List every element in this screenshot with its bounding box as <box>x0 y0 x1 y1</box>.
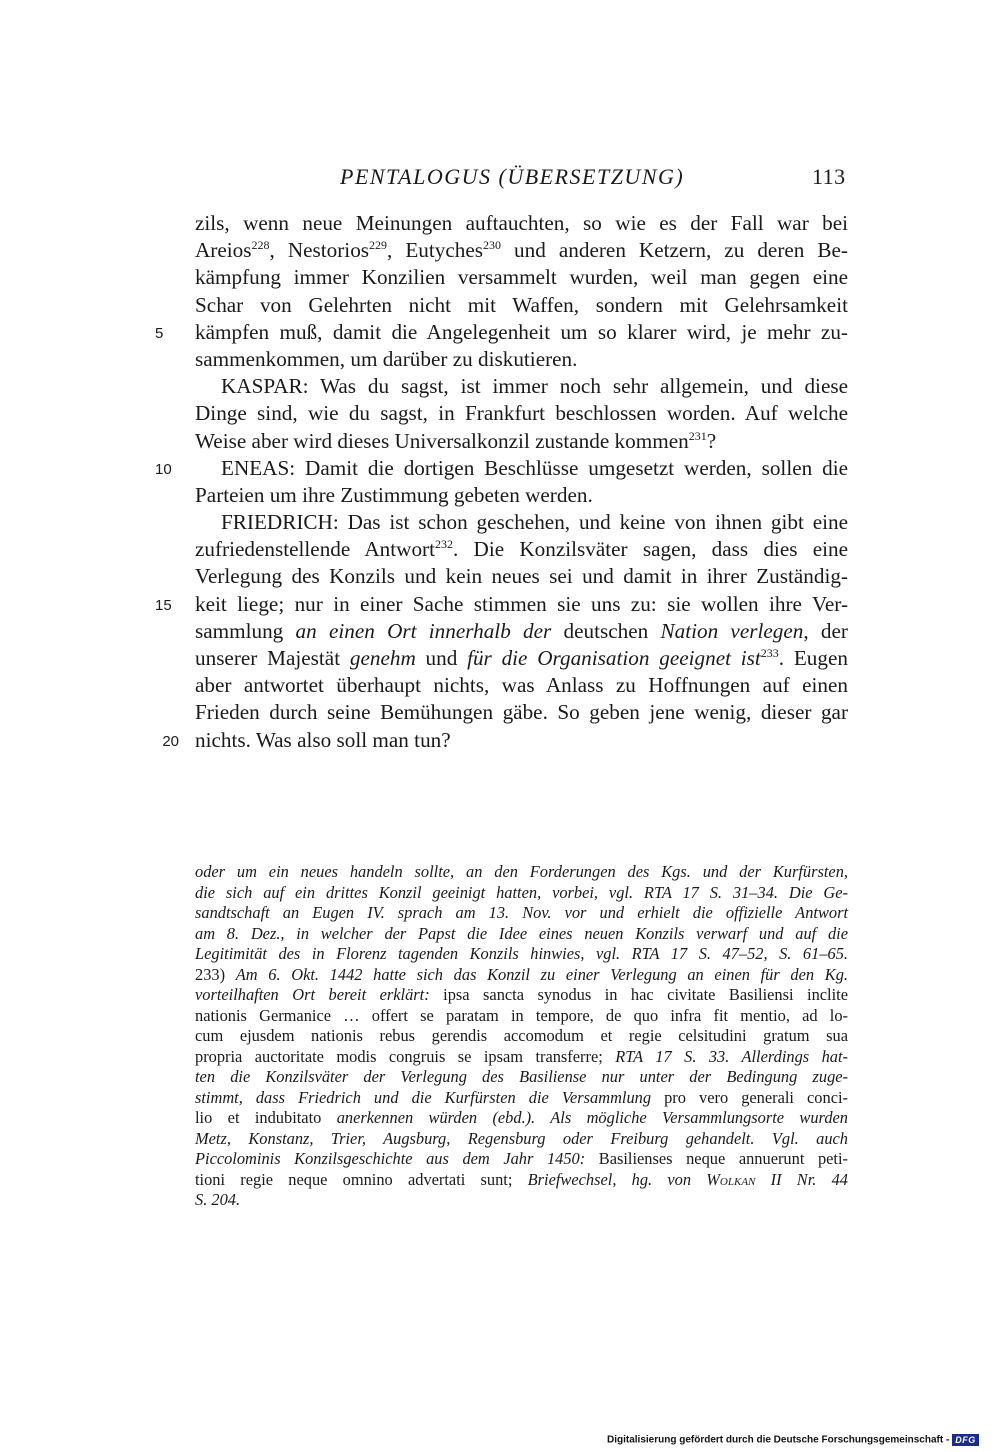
footnote-line: vorteilhaften Ort bereit erklärt: ipsa sancta synodus in hac civitate Basiliensi inclite <box>195 985 848 1004</box>
footnote-line: Legitimität des in Florenz tagenden Konzils hinwies, vgl. RTA 17 S. 47–52, S. 61–65. <box>195 944 848 963</box>
text-line: Frieden durch seine Bemühungen gäbe. So geben jene wenig, dieser gar <box>195 700 848 725</box>
footnote-ref: 228 <box>251 238 270 253</box>
text-line: kämpfung immer Konzilien versammelt wurden, weil man gegen eine <box>195 265 848 290</box>
footnote-line: tioni regie neque omnino advertati sunt; Briefwechsel, hg. von Wolkan II Nr. 44 <box>195 1169 848 1189</box>
footnote-line: nationis Germanice … offert se paratam in tempore, de quo infra fit mentio, ad lo- <box>195 1005 848 1025</box>
digitization-credit <box>607 1434 979 1446</box>
text-line: 20 nichts. Was also soll man tun? <box>195 727 848 754</box>
line-number: 15 <box>155 596 172 614</box>
text-line: zufriedenstellende Antwort$^{232}$. Die Konzilsväter sagen, dass dies eine <box>195 537 848 562</box>
text-line: zils, wenn neue Meinungen auftauchten, so wie es der Fall war bei <box>195 211 848 235</box>
text-line: Weise aber wird dieses Universalkonzil zustande kommen$^{231}$? <box>195 428 717 453</box>
text-line: FRIEDRICH: Das ist schon geschehen, und keine von ihnen gibt eine <box>221 510 848 535</box>
text-line: sammlung an einen Ort innerhalb der deutschen Nation verlegen, der <box>195 618 848 643</box>
line-number: 5 <box>155 324 164 342</box>
page-number: 113 <box>812 164 846 189</box>
text-line: Parteien um ihre Zustimmung gebeten werden. <box>195 482 593 507</box>
running-head: PENTALOGUS (ÜBERSETZUNG) <box>340 164 685 189</box>
footnote-ref: 233 <box>760 646 779 660</box>
footnote-line: die sich auf ein drittes Konzil geeinigt hatten, vorbei, vgl. RTA 17 S. 31–34. Die Ge- <box>195 882 848 902</box>
footnote-line: propria auctoritate modis congruis se ipsam transferre; RTA 17 S. 33. Allerdings hat- <box>195 1046 849 1066</box>
footnote-line: oder um ein neues handeln sollte, an den Forderungen des Kgs. und der Kurfürsten, <box>195 862 848 881</box>
footnote-line: cum ejusdem nationis rebus gerendis accomodum et regie celsitudini gratum sua <box>195 1026 848 1045</box>
footnotes <box>195 862 848 1211</box>
footnote-ref: 230 <box>483 238 502 253</box>
footnote-line: ten die Konzilsväter der Verlegung des Basiliense nur unter der Bedingung zuge- <box>195 1067 848 1086</box>
dfg-logo: DFG <box>952 1434 979 1446</box>
text-line: unserer Majestät genehm und für die Organisation geeignet ist$^{233}$. Eugen <box>195 646 848 670</box>
main-text <box>155 210 848 754</box>
text-line: 10 ENEAS: Damit die dortigen Beschlüsse umgesetzt werden, sollen die <box>195 455 848 482</box>
footnote-ref: 232 <box>434 537 453 552</box>
footnote-line: Metz, Konstanz, Trier, Augsburg, Regensburg oder Freiburg gehandelt. Vgl. auch <box>195 1128 848 1148</box>
credit-text: Digitalisierung gefördert durch die Deutsche Forschungsgemeinschaft - <box>607 1434 950 1446</box>
text-line: KASPAR: Was du sagst, ist immer noch sehr allgemein, und diese <box>221 374 848 399</box>
line-number: 20 <box>162 732 179 750</box>
footnote-line: S. 204. <box>195 1190 241 1209</box>
text-line: Schar von Gelehrten nicht mit Waffen, sondern mit Gelehrsamkeit <box>195 292 848 317</box>
text-line: 15 keit liege; nur in einer Sache stimmen sie uns zu: sie wollen ihre Ver- <box>195 591 848 618</box>
footnote-ref: 231 <box>688 428 707 443</box>
footnote-line: sandtschaft an Eugen IV. sprach am 13. Nov. vor und erhielt die offizielle Antwort <box>195 903 848 922</box>
text-line: Areios$^{228}$, Nestorios$^{229}$, Eutyches$^{230}$ und anderen Ketzern, zu deren Be- <box>195 238 848 263</box>
text-line: Dinge sind, wie du sagst, in Frankfurt beschlossen worden. Auf welche <box>195 401 848 426</box>
footnote-line: 233) Am 6. Okt. 1442 hatte sich das Konzil zu einer Verlegung an einen für den Kg. <box>195 964 848 984</box>
text-line: Verlegung des Konzils und kein neues sei und damit in ihrer Zuständig- <box>195 564 848 589</box>
line-number: 10 <box>155 460 172 478</box>
footnote-line: Piccolominis Konzilsgeschichte aus dem Jahr 1450: Basilienses neque annuerunt peti- <box>195 1149 848 1168</box>
footnote-line: stimmt, dass Friedrich und die Kurfürsten die Versammlung pro vero generali conci- <box>195 1087 848 1107</box>
text-line: sammenkommen, um darüber zu diskutieren. <box>195 346 578 371</box>
footnote-line: lio et indubitato anerkennen würden (ebd.). Als mögliche Versammlungsorte wurden <box>195 1108 848 1127</box>
text-line: aber antwortet überhaupt nichts, was Anlass zu Hoffnungen auf einen <box>195 673 848 698</box>
footnote-ref: 229 <box>369 238 388 253</box>
footnote-line: am 8. Dez., in welcher der Papst die Idee eines neuen Konzils verwarf und auf die <box>195 923 848 943</box>
text-line: 5 kämpfen muß, damit die Angelegenheit um so klarer wird, je mehr zu- <box>195 319 848 346</box>
